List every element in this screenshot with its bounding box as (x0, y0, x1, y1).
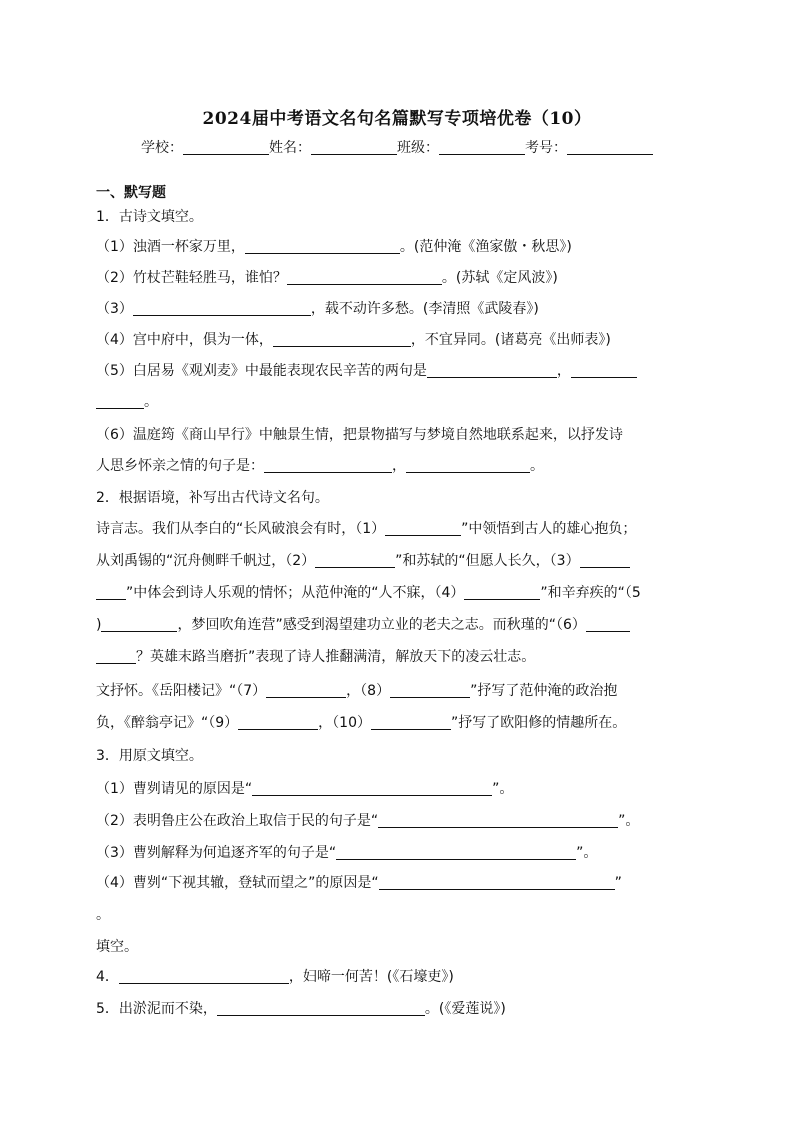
q3-item-3 (96, 842, 696, 862)
q1-3-source: ，载不动许多愁。(李清照《武陵春》) (310, 301, 539, 317)
answer-blank[interactable] (96, 648, 136, 664)
answer-blank[interactable] (379, 874, 615, 890)
q2-line-1 (96, 518, 696, 538)
answer-blank[interactable] (464, 584, 540, 600)
q3-heading: 3．用原文填空。 (96, 748, 203, 764)
q2-line-6 (96, 680, 696, 700)
q1-5-end: 。 (144, 394, 158, 410)
q2-text: 诗言志。我们从李白的“长风破浪会有时，（1） (96, 521, 386, 537)
q2-text: 从刘禹锡的“沉舟侧畔千帆过，（2） (96, 553, 316, 569)
q1-item-3 (96, 298, 696, 318)
page-title: 2024届中考语文名句名篇默写专项培优卷（10） (202, 109, 592, 129)
answer-blank[interactable] (385, 520, 461, 536)
answer-blank[interactable] (571, 362, 637, 378)
name-label: 姓名： (269, 140, 311, 156)
answer-blank[interactable] (580, 552, 630, 568)
q4-number: 4． (96, 969, 119, 985)
answer-blank[interactable] (101, 616, 177, 632)
q4-text: ，妇啼一何苦！(《石壕吏》) (288, 969, 454, 985)
answer-blank[interactable] (336, 844, 576, 860)
answer-blank[interactable] (238, 714, 318, 730)
q1-6-comma: ， (392, 458, 406, 474)
answer-blank[interactable] (390, 682, 470, 698)
q1-1-source: 。(范仲淹《渔家傲・秋思》) (399, 239, 572, 255)
number-blank[interactable] (567, 139, 653, 155)
answer-blank[interactable] (378, 812, 618, 828)
q2-heading: 2．根据语境，补写出古代诗文名句。 (96, 490, 329, 506)
q1-4-text: （4）宫中府中，俱为一体， (96, 332, 273, 348)
q2-text: ”中领悟到古人的雄心抱负； (461, 521, 637, 537)
q1-item-6: （6）温庭筠《商山早行》中触景生情，把景物描写与梦境自然地联系起来，以抒发诗 (96, 427, 623, 443)
answer-blank[interactable] (315, 552, 395, 568)
q2-line-2 (96, 550, 696, 570)
q3-1-text: （1）曹刿请见的原因是“ (96, 781, 253, 797)
q2-text: 负，《醉翁亭记》“（9） (96, 715, 239, 731)
q2-text: ”和辛弃疾的“（5 (540, 585, 641, 601)
q4-item (96, 966, 696, 986)
q2-text: ，梦回吹角连营”感受到渴望建功立业的老夫之志。而秋瑾的“（6） (177, 617, 586, 633)
q3-item-2 (96, 810, 696, 830)
q1-6-text: 人思乡怀亲之情的句子是： (96, 458, 264, 474)
q2-line-4 (96, 614, 696, 634)
section-heading: 一、默写题 (96, 185, 166, 201)
answer-blank[interactable] (133, 300, 311, 316)
q1-item-2 (96, 267, 696, 287)
q5-item (96, 998, 696, 1018)
q1-item-5-cont (96, 391, 696, 411)
q2-line-5 (96, 646, 696, 666)
q2-text: ) (96, 617, 102, 633)
q3-2-text: （2）表明鲁庄公在政治上取信于民的句子是“ (96, 813, 379, 829)
answer-blank[interactable] (586, 616, 630, 632)
q3-item-4-cont: 。 (96, 907, 110, 923)
q5-text: 5．出淤泥而不染， (96, 1001, 217, 1017)
student-info-row (0, 137, 794, 157)
class-label: 班级： (397, 140, 439, 156)
number-label: 考号： (525, 140, 567, 156)
q1-item-5 (96, 360, 696, 380)
q1-4-source: ，不宜异同。(诸葛亮《出师表》) (410, 332, 611, 348)
q3-4-text: （4）曹刿“下视其辙，登轼而望之”的原因是“ (96, 875, 379, 891)
answer-blank[interactable] (266, 682, 346, 698)
answer-blank[interactable] (273, 331, 411, 347)
q5-source: 。(《爱莲说》) (424, 1001, 506, 1017)
fill-heading: 填空。 (96, 939, 138, 955)
q1-3-text: （3） (96, 301, 133, 317)
q1-1-text: （1）浊酒一杯家万里， (96, 239, 245, 255)
answer-blank[interactable] (96, 393, 144, 409)
answer-blank[interactable] (245, 238, 400, 254)
answer-blank[interactable] (427, 362, 557, 378)
q2-text: ”抒写了欧阳修的情趣所在。 (451, 715, 627, 731)
q2-text: ”中体会到诗人乐观的情怀；从范仲淹的“人不寐，（4） (126, 585, 465, 601)
answer-blank[interactable] (119, 968, 289, 984)
q2-text: ”和苏轼的“但愿人长久，（3） (395, 553, 580, 569)
q2-line-3 (96, 582, 696, 602)
q2-line-7 (96, 712, 696, 732)
q3-3-text: （3）曹刿解释为何追逐齐军的句子是“ (96, 845, 337, 861)
answer-blank[interactable] (96, 584, 126, 600)
name-blank[interactable] (311, 139, 397, 155)
q3-3-end: ”。 (576, 845, 598, 861)
q3-4-quote: ” (614, 875, 622, 891)
answer-blank[interactable] (252, 780, 492, 796)
q1-2-text: （2）竹杖芒鞋轻胜马，谁怕？ (96, 270, 287, 286)
q1-item-4 (96, 329, 696, 349)
school-blank[interactable] (183, 139, 269, 155)
q1-item-1 (96, 236, 696, 256)
q2-text: ”抒写了范仲淹的政治抱 (470, 683, 618, 699)
q1-5-comma: ， (556, 363, 571, 379)
school-label: 学校： (141, 140, 183, 156)
q3-1-end: ”。 (492, 781, 514, 797)
q1-heading: 1．古诗文填空。 (96, 209, 203, 225)
q1-6-end: 。 (530, 458, 544, 474)
answer-blank[interactable] (264, 457, 392, 473)
q3-item-1 (96, 778, 696, 798)
q1-item-6-cont (96, 455, 696, 475)
answer-blank[interactable] (217, 1000, 425, 1016)
q1-2-source: 。(苏轼《定风波》) (441, 270, 558, 286)
q2-text: ，（8） (346, 683, 391, 699)
q1-5-text: （5）白居易《观刈麦》中最能表现农民辛苦的两句是 (96, 363, 427, 379)
q2-text: ？英雄末路当磨折”表现了诗人推翻满清，解放天下的凌云壮志。 (136, 649, 536, 665)
class-blank[interactable] (439, 139, 525, 155)
q3-item-4 (96, 872, 696, 892)
q3-2-end: ”。 (618, 813, 640, 829)
q2-text: ，（10） (318, 715, 371, 731)
answer-blank[interactable] (371, 714, 451, 730)
answer-blank[interactable] (287, 269, 442, 285)
q2-text: 文抒怀。《岳阳楼记》“（7） (96, 683, 267, 699)
answer-blank[interactable] (406, 457, 530, 473)
